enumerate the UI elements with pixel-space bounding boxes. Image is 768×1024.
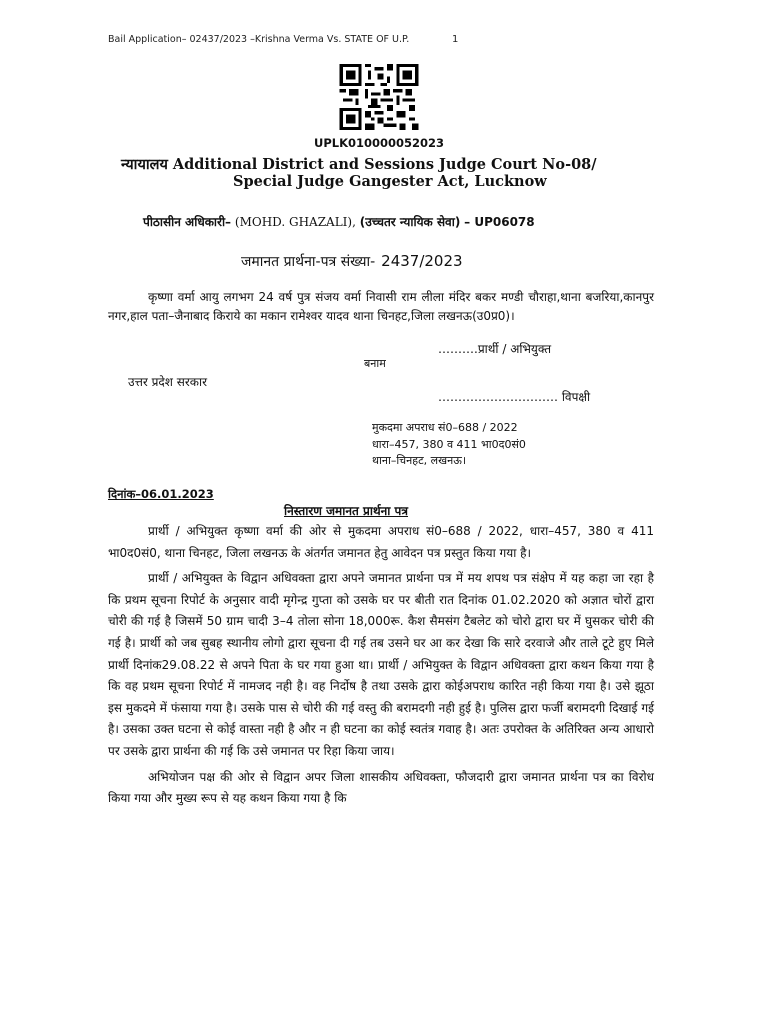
respondent-role: ………………………… विपक्षी — [438, 390, 591, 404]
application-number-value: 2437/2023 — [381, 252, 463, 270]
officer-code: – UP06078 — [464, 215, 535, 229]
officer-label: पीठासीन अधिकारी– — [143, 215, 232, 229]
court-title-line2: Special Judge Gangester Act, Lucknow — [233, 173, 547, 190]
applicant-role: ……….प्रार्थी / अभियुक्त — [438, 342, 552, 356]
officer-name: (MOHD. GHAZALI), — [234, 215, 356, 229]
paragraph: प्रार्थी / अभियुक्त के विद्वान अधिवक्ता द्वारा अपने जमानत प्रार्थना पत्र में मय शपथ पत्र संक्षेप में यह कहा जा रहा है कि प्रथम सूचना रिपोर्ट के अनुसार वादी मृगेन्द्र गुप्ता को उसके घर पर बीती रात दिनांक 01.02.2020 को अज्ञात चोरों द्वारा चोरी की गई है जिसमें 50 ग्राम चादी 3–4 तोला सोना 18,000रू. कैश सैमसंग टैबलेट को चोरो द्वारा घर में घुसकर चोरी की गई है। प्रार्थी को जब सुबह स्थानीय लोगो द्वारा सूचना दी गई तब उसने घर आ कर देखा कि सारे दरवाजे और ताले टूटे हुए मिले प्रार्थी दिनांक29.08.22 से अपने पिता के घर गया हुआ था। प्रार्थी / अभियुक्त के विद्वान अधिवक्ता द्वारा कथन किया गया है कि वह प्रथम सूचना रिपोर्ट में नामजद नही है। वह निर्दोष है तथा उसके द्वारा कोईअपराध कारित नही किया गया है। उसे झूठा इस मुकदमे में फंसाया गया है। उसके पास से चोरी की गई वस्तु की बरामदगी नही हुई है। पुलिस द्वारा फर्जी बरामदगी दिखाई गई है। उसका उक्त घटना से कोई वास्ता नही है और न ही घटना का कोई स्वतंत्र गवाह है। अतः उपरोक्त के अतिरिक्त अन्य आधारो पर उसके द्वारा प्रार्थना की गई कि उसे जमानत पर रिहा किया जाय। — [108, 571, 654, 758]
order-body — [108, 521, 654, 814]
order-title: निस्तारण जमानत प्रार्थना पत्र — [284, 504, 409, 518]
applicant-details: कृष्णा वर्मा आयु लगभग 24 वर्ष पुत्र संजय वर्मा निवासी राम लीला मंदिर बकर मण्डी चौराहा,थाना बजरिया,कानपुर नगर,हाल पता–जैनाबाद किराये का मकान रामेश्वर यादव थाना चिनहट,जिला लखनऊ(उ0प्र0)। — [108, 290, 654, 323]
qr-code-icon — [339, 64, 419, 130]
case-code: UPLK010000052023 — [314, 136, 445, 150]
page-number: 1 — [452, 34, 459, 45]
application-label: जमानत प्रार्थना-पत्र संख्या- — [241, 254, 376, 270]
order-date: दिनांक–06.01.2023 — [108, 487, 214, 501]
application-number — [241, 252, 463, 271]
versus-label: बनाम — [364, 357, 386, 370]
case-details: मुकदमा अपराध सं0–688 / 2022 धारा–457, 380 व 411 भा0द0सं0 थाना–चिनहट, लखनऊ। — [372, 421, 526, 467]
court-title-line1: न्यायालय Additional District and Sessions Judge Court No-08/ — [121, 156, 597, 173]
paragraph: अभियोजन पक्ष की ओर से विद्वान अपर जिला शासकीय अधिवक्ता, फौजदारी द्वारा जमानत प्रार्थना पत्र का विरोध किया गया और मुख्य रूप से यह कथन किया गया है कि — [108, 769, 654, 806]
paragraph: प्रार्थी / अभियुक्त कृष्णा वर्मा की ओर से मुकदमा अपराध सं0–688 / 2022, धारा–457, 380 व 411 भा0द0सं0, थाना चिनहट, जिला लखनऊ के अंतर्गत जमानत हेतु आवेदन पत्र प्रस्तुत किया गया है। — [108, 524, 654, 560]
running-header: Bail Application– 02437/2023 –Krishna Verma Vs. STATE OF U.P. — [108, 34, 410, 45]
officer-service: (उच्चतर न्यायिक सेवा) — [359, 215, 461, 229]
presiding-officer — [143, 213, 535, 230]
respondent-name: उत्तर प्रदेश सरकार — [128, 375, 208, 389]
